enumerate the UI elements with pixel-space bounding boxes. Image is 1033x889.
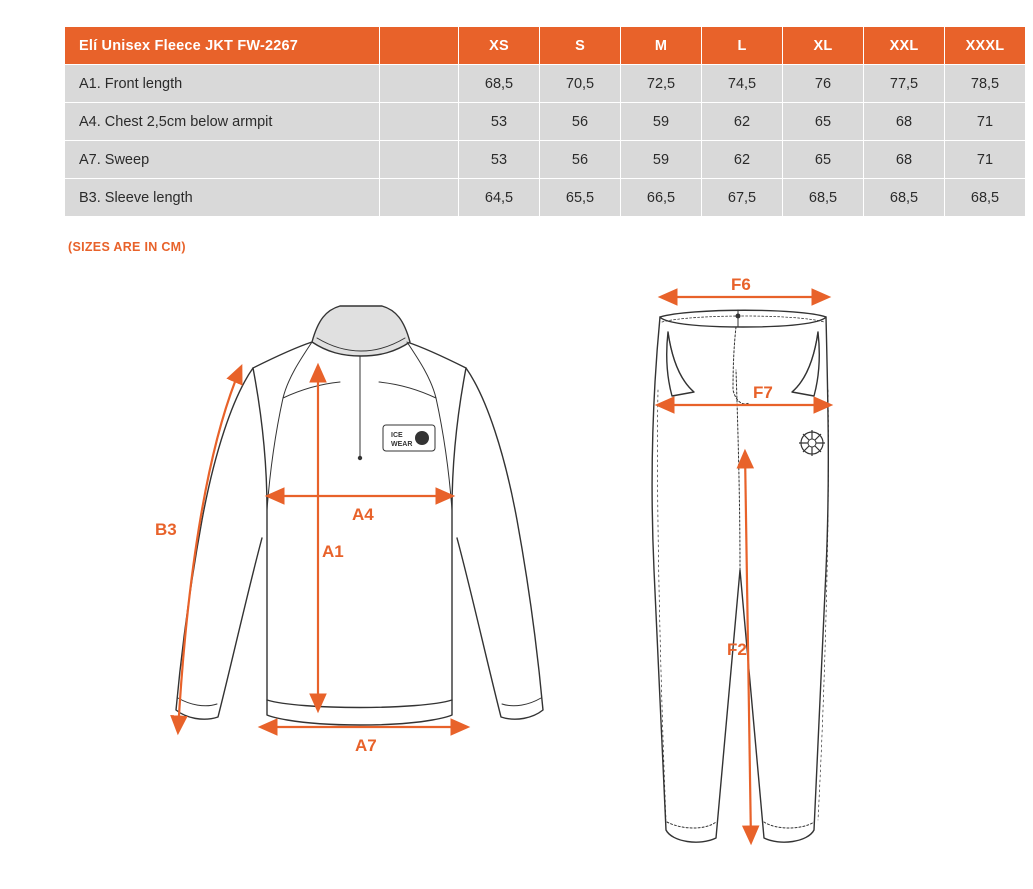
cell-a4-xxl: 68: [864, 103, 945, 141]
table-row: [65, 65, 1026, 103]
dimension-label-f7: F7: [753, 383, 773, 402]
cell-a1-xxl: 77,5: [864, 65, 945, 103]
cell-a1-xs: 68,5: [459, 65, 540, 103]
cell-a1-l: 74,5: [702, 65, 783, 103]
size-header-s: S: [540, 27, 621, 65]
dimension-label-a1: A1: [322, 542, 344, 561]
measurement-label-a1: A1. Front length: [65, 65, 380, 103]
cell-a7-m: 59: [621, 141, 702, 179]
cell-a7-s: 56: [540, 141, 621, 179]
cell-b3-xxxl: 68,5: [945, 179, 1026, 217]
dimension-label-b3: B3: [155, 520, 177, 539]
brand-logo-icon: [383, 425, 435, 451]
dimension-sweep: [261, 727, 467, 755]
dimension-label-f2: F2: [727, 640, 747, 659]
dimension-inseam: [727, 452, 751, 842]
cell-b3-xs: 64,5: [459, 179, 540, 217]
dimension-waist: [661, 275, 828, 297]
size-header-xs: XS: [459, 27, 540, 65]
cell-b3-xxl: 68,5: [864, 179, 945, 217]
measurement-diagrams: [0, 270, 1033, 889]
pants-logo-icon: [799, 430, 825, 456]
cell-b3-m: 66,5: [621, 179, 702, 217]
cell-b3-l: 67,5: [702, 179, 783, 217]
cell-a1-xxxl: 78,5: [945, 65, 1026, 103]
size-header-xxl: XXL: [864, 27, 945, 65]
spacer-cell: [380, 65, 459, 103]
size-header-l: L: [702, 27, 783, 65]
measurement-label-a7: A7. Sweep: [65, 141, 380, 179]
brand-logo-line2: WEAR: [391, 441, 413, 448]
cell-a4-xs: 53: [459, 103, 540, 141]
cell-a4-l: 62: [702, 103, 783, 141]
size-header-xxxl: XXXL: [945, 27, 1026, 65]
cell-a7-xs: 53: [459, 141, 540, 179]
cell-a4-s: 56: [540, 103, 621, 141]
product-title-cell: Elí Unisex Fleece JKT FW-2267: [65, 27, 380, 65]
dimension-label-a7: A7: [355, 736, 377, 755]
cell-a1-m: 72,5: [621, 65, 702, 103]
size-table-header: [65, 27, 1026, 65]
pants-illustration: [652, 310, 829, 842]
spacer-cell: [380, 141, 459, 179]
cell-b3-s: 65,5: [540, 179, 621, 217]
measurement-label-a4: A4. Chest 2,5cm below armpit: [65, 103, 380, 141]
cell-b3-xl: 68,5: [783, 179, 864, 217]
cell-a4-xl: 65: [783, 103, 864, 141]
dimension-label-a4: A4: [352, 505, 374, 524]
cell-a7-xxxl: 71: [945, 141, 1026, 179]
dimension-front-length: [318, 366, 344, 710]
cell-a4-xxxl: 71: [945, 103, 1026, 141]
units-note: (SIZES ARE IN CM): [68, 240, 186, 254]
table-row: [65, 179, 1026, 217]
table-row: [65, 141, 1026, 179]
dimension-chest: [268, 496, 452, 524]
cell-a7-l: 62: [702, 141, 783, 179]
table-header-row: [65, 27, 1026, 65]
size-header-m: M: [621, 27, 702, 65]
size-table-body: [65, 65, 1026, 217]
brand-logo-line1: ICE: [391, 432, 403, 439]
spacer-cell: [380, 179, 459, 217]
cell-a7-xxl: 68: [864, 141, 945, 179]
size-table: [64, 26, 1026, 217]
size-header-xl: XL: [783, 27, 864, 65]
cell-a4-m: 59: [621, 103, 702, 141]
cell-a7-xl: 65: [783, 141, 864, 179]
dimension-label-f6: F6: [731, 275, 751, 294]
spacer-header-cell: [380, 27, 459, 65]
measurement-label-b3: B3. Sleeve length: [65, 179, 380, 217]
table-row: [65, 103, 1026, 141]
spacer-cell: [380, 103, 459, 141]
cell-a1-s: 70,5: [540, 65, 621, 103]
cell-a1-xl: 76: [783, 65, 864, 103]
